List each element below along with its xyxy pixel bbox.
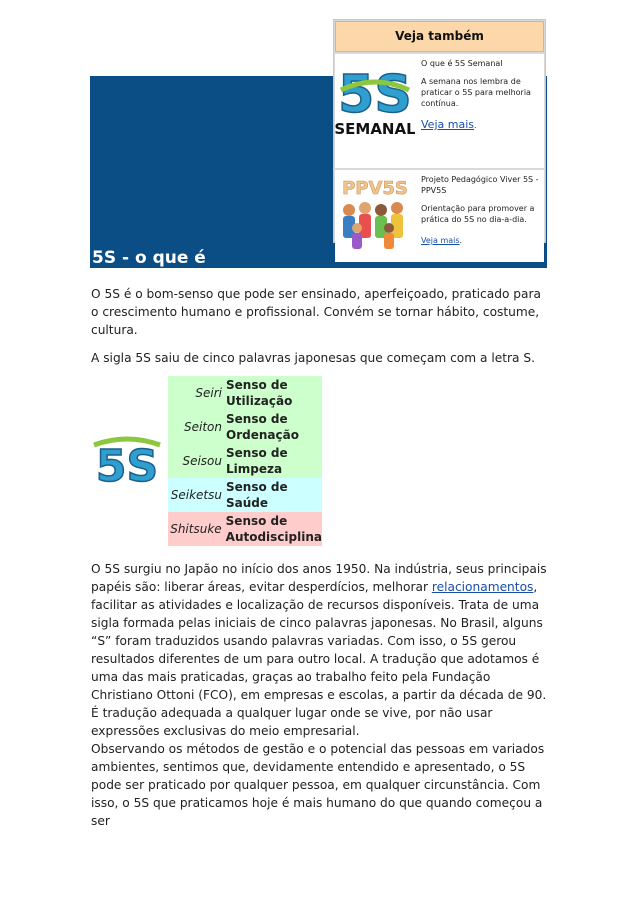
5s-logo — [92, 435, 162, 487]
sense-japanese: Seiketsu — [170, 488, 222, 502]
relacionamentos-link[interactable]: relacionamentos — [431, 580, 534, 594]
5s-semanal-logo[interactable] — [335, 54, 415, 168]
sense-row — [168, 444, 322, 478]
promo-description: Orientação para promover a prática do 5S no dia-a-dia. — [421, 204, 535, 224]
sense-portuguese: Senso de Utilização — [226, 378, 293, 408]
promo-5s-semanal: 5S SEMANAL O que é 5S Semanal A semana nos lembra de praticar o 5S para melhoria contínua. Veja mais. — [335, 54, 544, 168]
svg-text:5S: 5S — [338, 65, 412, 125]
promo-ppv5s: PPV5S Projeto Pedagógico Viver 5S - PPV5S Orientação para promover a prática do 5S no dia-a-dia. Veja mais. — [335, 170, 544, 262]
svg-text:SEMANAL: SEMANAL — [335, 120, 415, 138]
promo-title: O que é 5S Semanal — [421, 59, 503, 68]
sense-row — [168, 410, 322, 444]
sense-portuguese: Senso de Autodisciplina — [225, 514, 322, 544]
see-also-box — [333, 19, 546, 243]
veja-mais-link[interactable]: Veja mais — [421, 236, 460, 245]
intro-paragraph: O 5S é o bom-senso que pode ser ensinado, aperfeiçoado, praticado para o crescimento humano e profissional. Convém se tornar hábito, costume, cultura. — [91, 287, 541, 337]
sense-portuguese: Senso de Ordenação — [226, 412, 299, 442]
veja-mais-link[interactable]: Veja mais — [421, 118, 474, 131]
sense-row — [168, 478, 322, 512]
sense-portuguese: Senso de Limpeza — [226, 446, 288, 476]
history-paragraph: O 5S surgiu no Japão no início dos anos 1950. Na indústria, seus principais papéis são: liberar áreas, evitar desperdícios, melhorar relacionamentos, facilitar as atividades e localização de recursos disponíveis. Trata de uma sigla formada pelas iniciais de cinco palavras japonesas. No Brasil, alguns “S” foram traduzidos usando palavras variadas. Com isso, o 5S gerou resultados diferentes de um para outro local. A tradução que adotamos é uma das mais praticadas, graças ao trabalho feito pela Fundação Christiano Ottoni (FCO), em empresas e escolas, a partir da década de 90. É tradução adequada a qualquer lugar onde se vive, por não usar expressões exclusivas do meio empresarial. — [91, 562, 547, 738]
sense-japanese: Seisou — [182, 454, 222, 468]
page-title: 5S - o que é — [92, 248, 206, 268]
sense-japanese: Seiton — [184, 420, 222, 434]
svg-text:5S: 5S — [95, 441, 159, 487]
sense-japanese: Seiri — [195, 386, 222, 400]
see-also-heading: Veja também — [335, 21, 544, 52]
observation-paragraph: Observando os métodos de gestão e o potencial das pessoas em variados ambientes, sentimos que, devidamente entendido e apresentado, o 5S pode ser praticado por qualquer pessoa, em qualquer circunstância. Com isso, o 5S que praticamos hoje é mais humano do que quando começou a ser — [91, 742, 545, 828]
sense-row — [168, 376, 322, 410]
svg-text:PPV5S: PPV5S — [342, 178, 408, 199]
sense-japanese: Shitsuke — [170, 522, 222, 536]
sigla-paragraph: A sigla 5S saiu de cinco palavras japonesas que começam com a letra S. — [91, 351, 535, 365]
promo-title: Projeto Pedagógico Viver 5S - PPV5S — [421, 175, 539, 195]
sense-portuguese: Senso de Saúde — [226, 480, 288, 510]
sense-row — [168, 512, 322, 546]
ppv5s-logo[interactable] — [335, 170, 415, 262]
5s-senses-table — [168, 376, 322, 546]
promo-description: A semana nos lembra de praticar o 5S para melhoria contínua. — [421, 77, 531, 108]
